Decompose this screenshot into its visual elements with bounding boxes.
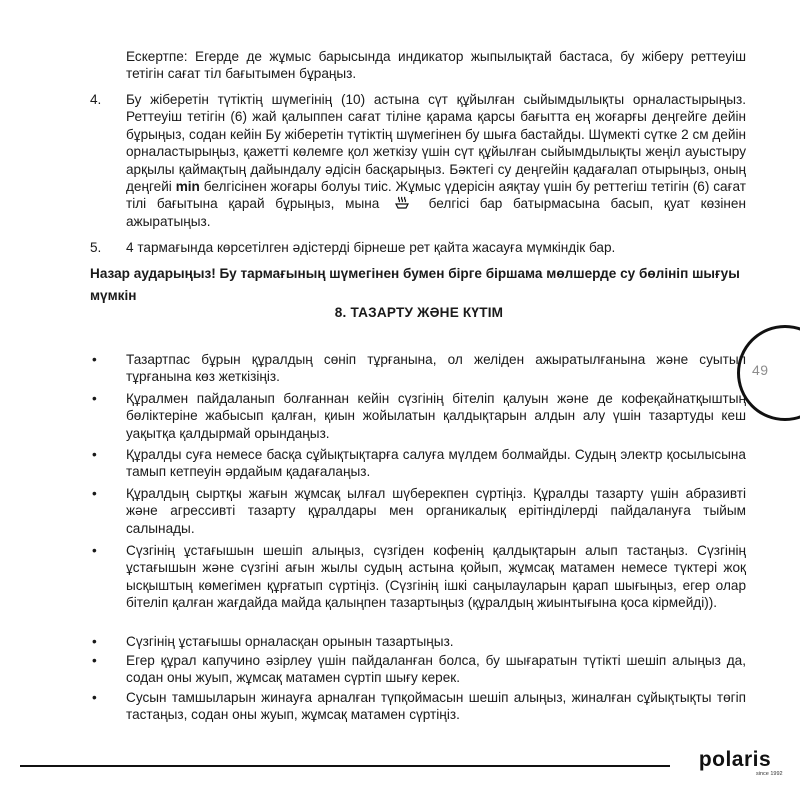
brand-tagline: since 1992 [756,771,783,777]
brand-logo: polaris [698,748,772,771]
page-number: 49 [752,362,769,378]
step-text-part: белгісінен жоғары болуы тиіс. Жұмыс үдерісін аяқтау үшін бу реттегіш тетігін (6) сағат тілі бағытына қарай бұрыңыз, мына [126,179,747,212]
step-text-part: Бу жіберетін түтіктің шүмегінің (10) астына сүт құйылған сыйымдылықты орналастырыңыз. Реттеуіш тетігін (6) жай қалыппен сағат тіліне қарама қарсы бағытта ең жоғарғы деңгейге дейін бұрыңыз, содан кейін Бу жіберетін түтіктің шүмегінен бу шыға бастайды. Шүмекті сүтке 2 см дейін орналастырыңыз, қажетті көлемге қол жеткізу үшін сүт құйылған сыйымдылықты жеңіл ауыстыру арқылы қаймақтың дайындалу әдісін басқарыңыз. Бәктегі су деңгейін қадағалап отырыңыз, оның деңгейі [126,92,746,195]
step-text-part: белгісі бар батырмасына басып, қуат көзінен ажыратыңыз. [126,196,747,229]
footer-divider [20,765,670,767]
min-mark-label: min [175,179,200,195]
steam-icon [394,196,410,210]
step-text [126,91,746,230]
bullet-text: Тазартпас бұрын құралдың сөніп тұрғанына, ол желіден ажыратылғанына және суытып тұрғанына көз жеткізіңіз. [126,352,746,385]
section-title: 8. ТАЗАРТУ ЖӘНЕ КҮТІМ [334,305,504,320]
warning-text: Назар аударыңыз! Бу тармағының шүмегінен бумен бірге біршама мөлшерде су бөлініп шығуы мүмкін [90,266,740,303]
bullet-marker: • [92,486,97,501]
bullet-text: Құралмен пайдаланып болғаннан кейін сүзгінің бітеліп қалуын және де кофеқайнатқыштың бөліктеріне жабысып қалған, қиын жойылатын қалдықтарын алдын алу үшін тазартуды кеш уақытқа қалдырмай орындаңыз. [126,391,746,441]
note-paragraph: Ескертпе: Егерде де жұмыс барысында индикатор жыпылықтай бастаса, бу жіберу реттеуіш тетігін сағат тіл бағытымен бұраңыз. [126,49,746,82]
bullet-text: Егер құрал капучино әзірлеу үшін пайдаланған болса, бу шығаратын түтікті шешіп алыңыз да, содан оны жуып, жұмсақ матамен сүртіп шығу керек. [126,653,746,686]
step-text: 4 тармағында көрсетілген әдістерді бірнеше рет қайта жасауға мүмкіндік бар. [126,240,616,255]
bullet-marker: • [92,447,97,462]
bullet-marker: • [92,653,97,668]
bullet-marker: • [92,352,97,367]
step-number: 4. [90,92,102,107]
bullet-text: Сүзгінің ұстағышы орналасқан орынын тазартыңыз. [126,634,454,649]
bullet-marker: • [92,543,97,558]
bullet-marker: • [92,391,97,406]
bullet-text: Сүзгінің ұстағышын шешіп алыңыз, сүзгіден кофенің қалдықтарын алып тастаңыз. Сүзгінің ұстағышын және сүзгіні ағын жылы судың астына қойып, жұмсақ матамен немесе түктері жоқ ысқыштың көмегімен құрғатып сүртіңіз. (Сүзгінің ішкі саңылауларын қарап шығыңыз, егер олар бітеліп қалған жағдайда майда қалыңпен тазартыңыз (құралдың жиынтығына қоса кірмейді)). [126,543,746,611]
bullet-marker: • [92,634,97,649]
bullet-text: Құралды суға немесе басқа сұйықтықтарға салуға мүлдем болмайды. Судың электр қосылысына тамып кетпеуін әрдайым қадағалаңыз. [126,447,746,480]
bullet-text: Сусын тамшыларын жинауға арналған түпқоймасын шешіп алыңыз, жиналған сұйықтықты төгіп тастаңыз, содан оны жуып, жұмсақ матамен сүртіңіз. [126,690,746,723]
bullet-marker: • [92,690,97,705]
bullet-text: Құралдың сыртқы жағын жұмсақ ылғал шүберекпен сүртіңіз. Құралды тазарту үшін абразивті және агрессивті тазарту құралдары мен органикалық ерітінділерді пайдалануға тыйым салынады. [126,486,746,536]
step-number: 5. [90,240,102,255]
